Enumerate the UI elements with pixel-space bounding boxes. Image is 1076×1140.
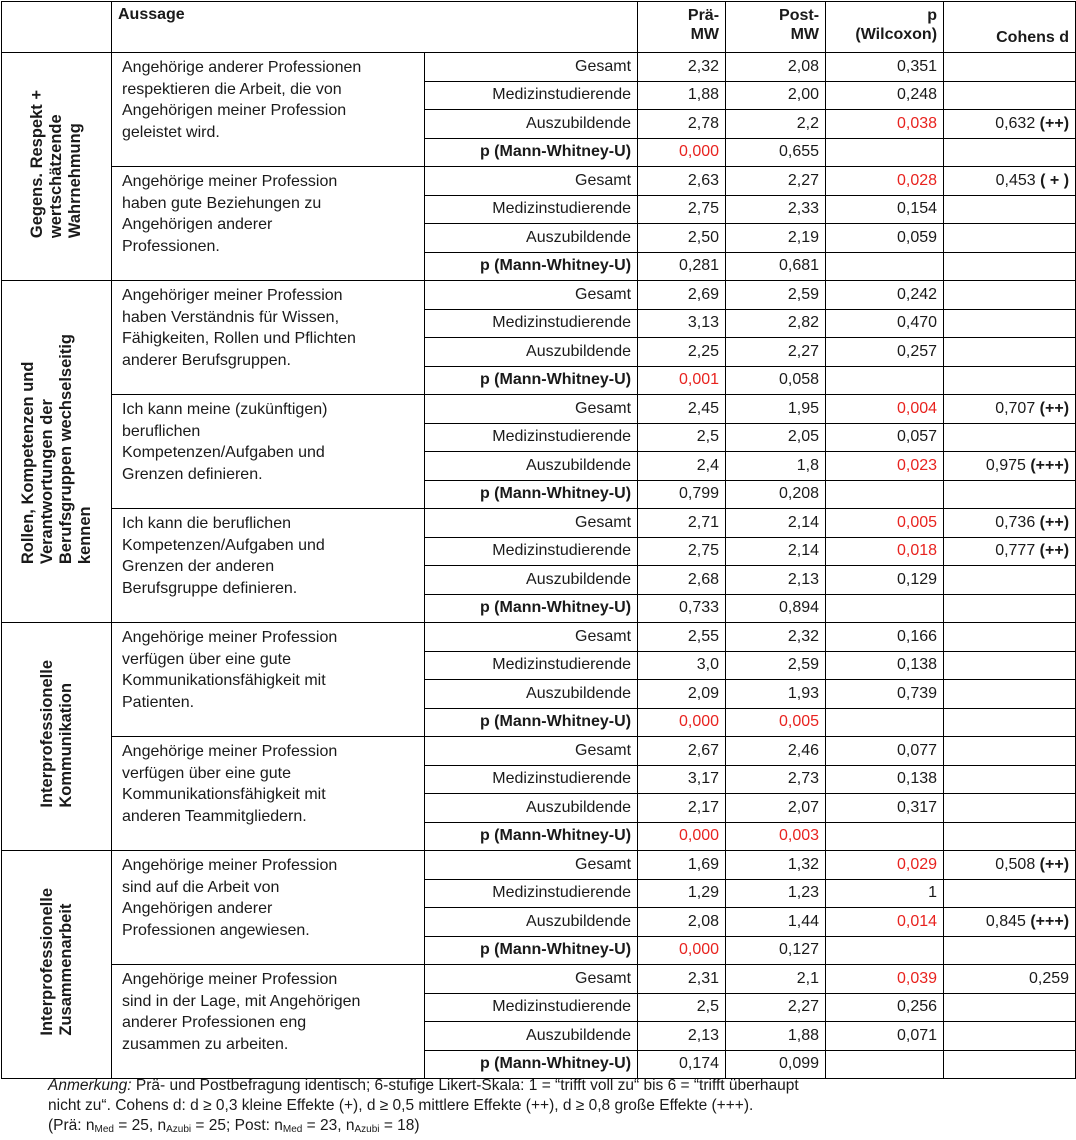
table-row	[2, 965, 1076, 994]
group-cell: Medizinstudierende	[425, 195, 638, 224]
cohens-d-cell	[944, 993, 1076, 1022]
p-wilcoxon-cell	[826, 480, 944, 509]
prae-mw-cell: 2,50	[638, 224, 726, 253]
cohens-d-value: 0,777	[995, 542, 1040, 560]
prae-mw-cell: 0,174	[638, 1050, 726, 1079]
post-mw-cell: 2,1	[726, 965, 826, 994]
group-cell: Gesamt	[425, 167, 638, 196]
p-wilcoxon-cell: 0,005	[826, 509, 944, 538]
note-line1: Prä- und Postbefragung identisch; 6-stufige Likert-Skala: 1 = “trifft voll zu“ bis 6 = “trifft überhaupt	[131, 1077, 799, 1094]
category-cell	[2, 623, 112, 851]
group-cell: Auszubildende	[425, 452, 638, 481]
post-mw-cell: 2,59	[726, 651, 826, 680]
p-wilcoxon-cell	[826, 138, 944, 167]
cohens-d-cell	[944, 1050, 1076, 1079]
header-category	[2, 2, 112, 53]
category-cell	[2, 851, 112, 1079]
category-label: Gegens. Respekt + wertschätzende Wahrnehmung	[28, 89, 84, 239]
post-mw-cell: 1,8	[726, 452, 826, 481]
statement-cell: Angehörige anderer Professionen respektieren die Arbeit, die von Angehörigen meiner Profession geleistet wird.	[112, 53, 425, 167]
group-cell: Medizinstudierende	[425, 651, 638, 680]
post-mw-cell: 2,32	[726, 623, 826, 652]
group-cell: Auszubildende	[425, 680, 638, 709]
post-mw-cell: 2,27	[726, 338, 826, 367]
prae-mw-cell: 0,001	[638, 366, 726, 395]
p-wilcoxon-cell: 0,018	[826, 537, 944, 566]
header-cohens-d: Cohens d	[944, 2, 1076, 53]
header-row	[2, 2, 1076, 53]
cohens-d-cell	[944, 309, 1076, 338]
category-label: Interprofessionelle Kommunikation	[37, 660, 75, 808]
group-cell: Auszubildende	[425, 1022, 638, 1051]
p-wilcoxon-cell: 1	[826, 879, 944, 908]
p-wilcoxon-cell: 0,166	[826, 623, 944, 652]
group-cell: p (Mann-Whitney-U)	[425, 822, 638, 851]
post-mw-cell: 1,88	[726, 1022, 826, 1051]
table-row	[2, 167, 1076, 196]
post-mw-cell: 2,82	[726, 309, 826, 338]
post-mw-cell: 2,19	[726, 224, 826, 253]
cohens-d-effect: (++)	[1039, 114, 1070, 132]
group-cell: Medizinstudierende	[425, 537, 638, 566]
prae-mw-cell: 2,71	[638, 509, 726, 538]
prae-mw-cell: 2,75	[638, 537, 726, 566]
prae-mw-cell: 2,13	[638, 1022, 726, 1051]
group-cell: Auszubildende	[425, 566, 638, 595]
post-mw-cell: 2,14	[726, 537, 826, 566]
prae-mw-cell: 2,68	[638, 566, 726, 595]
table-row	[2, 851, 1076, 880]
group-cell: Auszubildende	[425, 794, 638, 823]
group-cell: p (Mann-Whitney-U)	[425, 366, 638, 395]
cohens-d-cell	[944, 395, 1076, 424]
prae-mw-cell: 2,55	[638, 623, 726, 652]
cohens-d-cell	[944, 509, 1076, 538]
results-body	[2, 53, 1076, 1079]
cohens-d-cell	[944, 822, 1076, 851]
prae-mw-cell: 2,32	[638, 53, 726, 82]
prae-mw-cell: 0,799	[638, 480, 726, 509]
prae-mw-cell: 2,31	[638, 965, 726, 994]
cohens-d-value: 0,508	[995, 855, 1040, 873]
p-wilcoxon-cell: 0,004	[826, 395, 944, 424]
cohens-d-cell	[944, 1022, 1076, 1051]
header-post-mw: Post- MW	[726, 2, 826, 53]
statement-cell: Angehörige meiner Profession haben gute Beziehungen zu Angehörigen anderer Professionen.	[112, 167, 425, 281]
cohens-d-value: 0,453	[995, 171, 1041, 189]
p-wilcoxon-cell: 0,242	[826, 281, 944, 310]
post-mw-cell: 0,681	[726, 252, 826, 281]
cohens-d-cell	[944, 651, 1076, 680]
cohens-d-effect: (++)	[1039, 542, 1070, 560]
prae-mw-cell: 3,17	[638, 765, 726, 794]
prae-mw-cell: 2,09	[638, 680, 726, 709]
prae-mw-cell: 1,69	[638, 851, 726, 880]
group-cell: Gesamt	[425, 965, 638, 994]
prae-mw-cell: 2,4	[638, 452, 726, 481]
cohens-d-cell	[944, 594, 1076, 623]
prae-mw-cell: 3,0	[638, 651, 726, 680]
group-cell: p (Mann-Whitney-U)	[425, 708, 638, 737]
group-cell: p (Mann-Whitney-U)	[425, 594, 638, 623]
post-mw-cell: 1,93	[726, 680, 826, 709]
cohens-d-cell	[944, 195, 1076, 224]
post-mw-cell: 0,894	[726, 594, 826, 623]
p-wilcoxon-cell	[826, 252, 944, 281]
header-aussage: Aussage	[112, 2, 638, 53]
p-wilcoxon-cell: 0,023	[826, 452, 944, 481]
statement-cell: Angehörige meiner Profession sind auf die Arbeit von Angehörigen anderer Professionen angewiesen.	[112, 851, 425, 965]
p-wilcoxon-cell: 0,029	[826, 851, 944, 880]
cohens-d-cell	[944, 366, 1076, 395]
cohens-d-cell	[944, 965, 1076, 994]
prae-mw-cell: 2,5	[638, 423, 726, 452]
table-row	[2, 623, 1076, 652]
cohens-d-cell	[944, 794, 1076, 823]
cohens-d-cell	[944, 765, 1076, 794]
prae-mw-cell: 0,000	[638, 138, 726, 167]
cohens-d-cell	[944, 936, 1076, 965]
group-cell: Medizinstudierende	[425, 423, 638, 452]
group-cell: Medizinstudierende	[425, 765, 638, 794]
table-row	[2, 509, 1076, 538]
cohens-d-cell	[944, 908, 1076, 937]
group-cell: Gesamt	[425, 395, 638, 424]
p-wilcoxon-cell: 0,470	[826, 309, 944, 338]
table-row	[2, 737, 1076, 766]
cohens-d-effect: (+++)	[1030, 912, 1070, 930]
cohens-d-effect: ( + )	[1040, 171, 1070, 189]
cohens-d-cell	[944, 851, 1076, 880]
prae-mw-cell: 3,13	[638, 309, 726, 338]
p-wilcoxon-cell: 0,257	[826, 338, 944, 367]
p-wilcoxon-cell: 0,071	[826, 1022, 944, 1051]
cohens-d-effect: (+++)	[1030, 456, 1070, 474]
cohens-d-value: 0,975	[985, 456, 1031, 474]
post-mw-cell: 2,07	[726, 794, 826, 823]
post-mw-cell: 2,27	[726, 993, 826, 1022]
post-mw-cell: 2,13	[726, 566, 826, 595]
post-mw-cell: 0,655	[726, 138, 826, 167]
group-cell: Gesamt	[425, 623, 638, 652]
p-wilcoxon-cell: 0,317	[826, 794, 944, 823]
statement-cell: Angehöriger meiner Profession haben Verständnis für Wissen, Fähigkeiten, Rollen und Pflichten anderer Berufsgruppen.	[112, 281, 425, 395]
prae-mw-cell: 0,733	[638, 594, 726, 623]
category-label: Interprofessionelle Zusammenarbeit	[37, 888, 75, 1036]
statement-cell: Angehörige meiner Profession sind in der Lage, mit Angehörigen anderer Professionen eng zusammen zu arbeiten.	[112, 965, 425, 1079]
category-cell	[2, 53, 112, 281]
prae-mw-cell: 2,25	[638, 338, 726, 367]
cohens-d-cell	[944, 224, 1076, 253]
category-cell	[2, 281, 112, 623]
cohens-d-cell	[944, 338, 1076, 367]
prae-mw-cell: 2,17	[638, 794, 726, 823]
post-mw-cell: 2,27	[726, 167, 826, 196]
prae-mw-cell: 2,08	[638, 908, 726, 937]
cohens-d-cell	[944, 138, 1076, 167]
table-note	[48, 1076, 799, 1140]
group-cell: p (Mann-Whitney-U)	[425, 480, 638, 509]
cohens-d-cell	[944, 566, 1076, 595]
prae-mw-cell: 0,281	[638, 252, 726, 281]
group-cell: Medizinstudierende	[425, 81, 638, 110]
cohens-d-effect: (++)	[1039, 513, 1070, 531]
group-cell: Gesamt	[425, 509, 638, 538]
post-mw-cell: 0,003	[726, 822, 826, 851]
group-cell: p (Mann-Whitney-U)	[425, 936, 638, 965]
post-mw-cell: 2,73	[726, 765, 826, 794]
post-mw-cell: 0,005	[726, 708, 826, 737]
p-wilcoxon-cell	[826, 594, 944, 623]
p-wilcoxon-cell	[826, 366, 944, 395]
prae-mw-cell: 2,75	[638, 195, 726, 224]
cohens-d-value: 0,845	[985, 912, 1031, 930]
prae-mw-cell: 0,000	[638, 708, 726, 737]
post-mw-cell: 0,127	[726, 936, 826, 965]
p-wilcoxon-cell	[826, 822, 944, 851]
cohens-d-cell	[944, 480, 1076, 509]
group-cell: Medizinstudierende	[425, 879, 638, 908]
cohens-d-effect: (++)	[1039, 855, 1070, 873]
post-mw-cell: 0,208	[726, 480, 826, 509]
p-wilcoxon-cell: 0,077	[826, 737, 944, 766]
cohens-d-cell	[944, 423, 1076, 452]
statement-cell: Angehörige meiner Profession verfügen über eine gute Kommunikationsfähigkeit mit Patienten.	[112, 623, 425, 737]
cohens-d-value: 0,632	[995, 114, 1040, 132]
p-wilcoxon-cell: 0,138	[826, 651, 944, 680]
group-cell: Gesamt	[425, 281, 638, 310]
group-cell: Auszubildende	[425, 908, 638, 937]
group-cell: Gesamt	[425, 851, 638, 880]
p-wilcoxon-cell: 0,739	[826, 680, 944, 709]
post-mw-cell: 0,099	[726, 1050, 826, 1079]
post-mw-cell: 2,46	[726, 737, 826, 766]
cohens-d-cell	[944, 879, 1076, 908]
results-table	[1, 1, 1076, 1079]
p-wilcoxon-cell: 0,351	[826, 53, 944, 82]
cohens-d-cell	[944, 281, 1076, 310]
cohens-d-cell	[944, 680, 1076, 709]
category-label: Rollen, Kompetenzen und Verantwortungen der Berufsgruppen wechselseitig kennen	[18, 333, 94, 565]
statement-cell: Angehörige meiner Profession verfügen über eine gute Kommunikationsfähigkeit mit anderen Teammitgliedern.	[112, 737, 425, 851]
cohens-d-value: 0,736	[995, 513, 1040, 531]
prae-mw-cell: 2,67	[638, 737, 726, 766]
p-wilcoxon-cell: 0,057	[826, 423, 944, 452]
group-cell: Auszubildende	[425, 110, 638, 139]
cohens-d-cell	[944, 452, 1076, 481]
group-cell: p (Mann-Whitney-U)	[425, 252, 638, 281]
post-mw-cell: 1,95	[726, 395, 826, 424]
p-wilcoxon-cell: 0,154	[826, 195, 944, 224]
p-wilcoxon-cell: 0,028	[826, 167, 944, 196]
post-mw-cell: 2,33	[726, 195, 826, 224]
group-cell: Medizinstudierende	[425, 993, 638, 1022]
post-mw-cell: 2,2	[726, 110, 826, 139]
prae-mw-cell: 1,88	[638, 81, 726, 110]
group-cell: p (Mann-Whitney-U)	[425, 138, 638, 167]
prae-mw-cell: 2,5	[638, 993, 726, 1022]
prae-mw-cell: 0,000	[638, 822, 726, 851]
cohens-d-cell	[944, 81, 1076, 110]
post-mw-cell: 2,05	[726, 423, 826, 452]
cohens-d-cell	[944, 167, 1076, 196]
prae-mw-cell: 1,29	[638, 879, 726, 908]
prae-mw-cell: 2,45	[638, 395, 726, 424]
cohens-d-effect: (++)	[1039, 399, 1070, 417]
cohens-d-cell	[944, 110, 1076, 139]
cohens-d-cell	[944, 623, 1076, 652]
p-wilcoxon-cell: 0,038	[826, 110, 944, 139]
post-mw-cell: 2,59	[726, 281, 826, 310]
group-cell: Auszubildende	[425, 224, 638, 253]
prae-mw-cell: 2,63	[638, 167, 726, 196]
post-mw-cell: 0,058	[726, 366, 826, 395]
header-prae-mw: Prä- MW	[638, 2, 726, 53]
p-wilcoxon-cell: 0,129	[826, 566, 944, 595]
post-mw-cell: 2,08	[726, 53, 826, 82]
prae-mw-cell: 0,000	[638, 936, 726, 965]
cohens-d-cell	[944, 737, 1076, 766]
post-mw-cell: 2,14	[726, 509, 826, 538]
p-wilcoxon-cell: 0,014	[826, 908, 944, 937]
table-row	[2, 395, 1076, 424]
p-wilcoxon-cell	[826, 708, 944, 737]
table-row	[2, 53, 1076, 82]
cohens-d-cell	[944, 53, 1076, 82]
p-wilcoxon-cell: 0,248	[826, 81, 944, 110]
prae-mw-cell: 2,78	[638, 110, 726, 139]
p-wilcoxon-cell: 0,039	[826, 965, 944, 994]
table-row	[2, 281, 1076, 310]
p-wilcoxon-cell: 0,256	[826, 993, 944, 1022]
post-mw-cell: 1,23	[726, 879, 826, 908]
group-cell: Medizinstudierende	[425, 309, 638, 338]
p-wilcoxon-cell: 0,138	[826, 765, 944, 794]
note-line3: (Prä: $n_{Med} = 25$, $n_{Azubi} = 25$; Post: $n_{Med} = 23$, $n_{Azubi} = 18$)	[48, 1117, 420, 1135]
post-mw-cell: 2,00	[726, 81, 826, 110]
note-line2: nicht zu“. Cohens d: d ≥ 0,3 kleine Effekte (+), d ≥ 0,5 mittlere Effekte (++), d ≥ 0,8 große Effekte (+++).	[48, 1097, 754, 1114]
group-cell: Gesamt	[425, 737, 638, 766]
post-mw-cell: 1,44	[726, 908, 826, 937]
p-wilcoxon-cell: 0,059	[826, 224, 944, 253]
group-cell: Gesamt	[425, 53, 638, 82]
prae-mw-cell: 2,69	[638, 281, 726, 310]
note-label: Anmerkung:	[48, 1077, 132, 1094]
p-wilcoxon-cell	[826, 936, 944, 965]
p-wilcoxon-cell	[826, 1050, 944, 1079]
cohens-d-value: 0,259	[1028, 969, 1070, 987]
statement-cell: Ich kann die beruflichen Kompetenzen/Aufgaben und Grenzen der anderen Berufsgruppe definieren.	[112, 509, 425, 623]
group-cell: p (Mann-Whitney-U)	[425, 1050, 638, 1079]
header-p-wilcoxon: p (Wilcoxon)	[826, 2, 944, 53]
cohens-d-cell	[944, 537, 1076, 566]
cohens-d-value: 0,707	[995, 399, 1040, 417]
cohens-d-cell	[944, 708, 1076, 737]
cohens-d-cell	[944, 252, 1076, 281]
statement-cell: Ich kann meine (zukünftigen) beruflichen Kompetenzen/Aufgaben und Grenzen definieren.	[112, 395, 425, 509]
post-mw-cell: 1,32	[726, 851, 826, 880]
group-cell: Auszubildende	[425, 338, 638, 367]
